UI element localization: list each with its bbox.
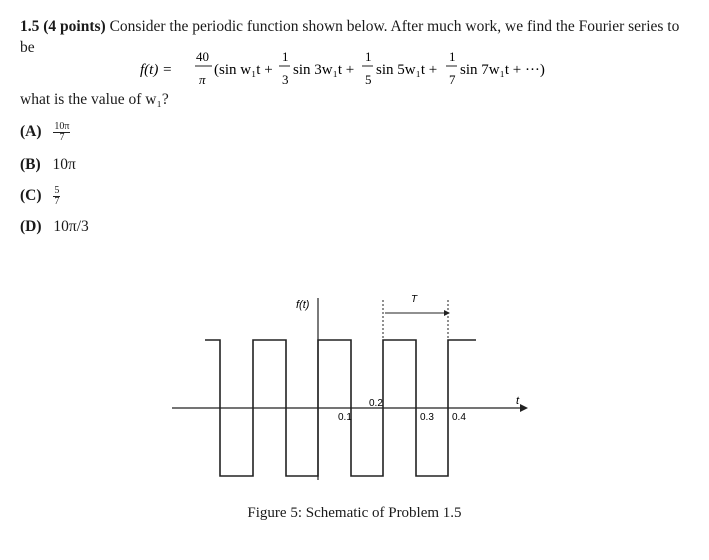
option-a-fraction [53, 122, 70, 143]
formula-term-1: sin 3w₁t + [293, 62, 355, 78]
x-axis-arrow [520, 404, 528, 412]
tick-label-0-1: 0.1 [338, 412, 352, 423]
problem-points: (4 points) [43, 18, 106, 35]
option-d-value: 10π/3 [53, 218, 89, 235]
problem-text: Consider the periodic function shown below. After much work, we find the Fourier series to be [20, 18, 680, 56]
fourier-series-formula [140, 48, 700, 94]
option-b-value: 10π [52, 156, 76, 173]
formula-frac-1-den: 3 [282, 72, 289, 87]
option-a-num: 10π [54, 121, 70, 132]
formula-frac-3-den: 7 [449, 72, 456, 87]
question-text: what is the value of w₁? [20, 91, 169, 108]
formula-lhs: f(t) = [140, 62, 173, 78]
formula-term-0: (sin w₁t + [214, 62, 273, 78]
tick-label-0-4: 0.4 [452, 412, 466, 423]
formula-term-3: sin 7w₁t + ···) [460, 62, 545, 78]
formula-coef-den: π [199, 72, 206, 87]
formula-frac-1-num: 1 [282, 49, 289, 64]
option-d-label: (D) [20, 218, 42, 235]
option-c[interactable] [20, 186, 60, 207]
option-c-den: 7 [54, 196, 60, 207]
formula-frac-2-den: 5 [365, 72, 372, 87]
tick-label-0-3: 0.3 [420, 412, 434, 423]
option-a[interactable] [20, 122, 70, 143]
square-wave-figure [0, 280, 709, 500]
option-b[interactable] [20, 156, 76, 174]
option-d[interactable] [20, 218, 89, 236]
formula-term-2: sin 5w₁t + [376, 62, 438, 78]
option-b-label: (B) [20, 156, 41, 173]
option-a-label: (A) [20, 123, 42, 141]
y-axis-label: f(t) [296, 299, 310, 311]
option-a-den: 7 [59, 132, 65, 143]
option-c-fraction [53, 186, 60, 207]
formula-frac-3-num: 1 [449, 49, 456, 64]
period-arrow-head [444, 310, 450, 316]
tick-label-0-2: 0.2 [369, 398, 383, 409]
figure-caption: Figure 5: Schematic of Problem 1.5 [247, 505, 462, 521]
problem-number: 1.5 [20, 18, 40, 35]
option-c-num: 5 [54, 185, 60, 196]
x-axis-label: t [516, 395, 520, 407]
formula-frac-2-num: 1 [365, 49, 372, 64]
option-c-label: (C) [20, 187, 42, 205]
formula-coef-num: 40 [196, 49, 209, 64]
period-label: T [411, 294, 418, 305]
